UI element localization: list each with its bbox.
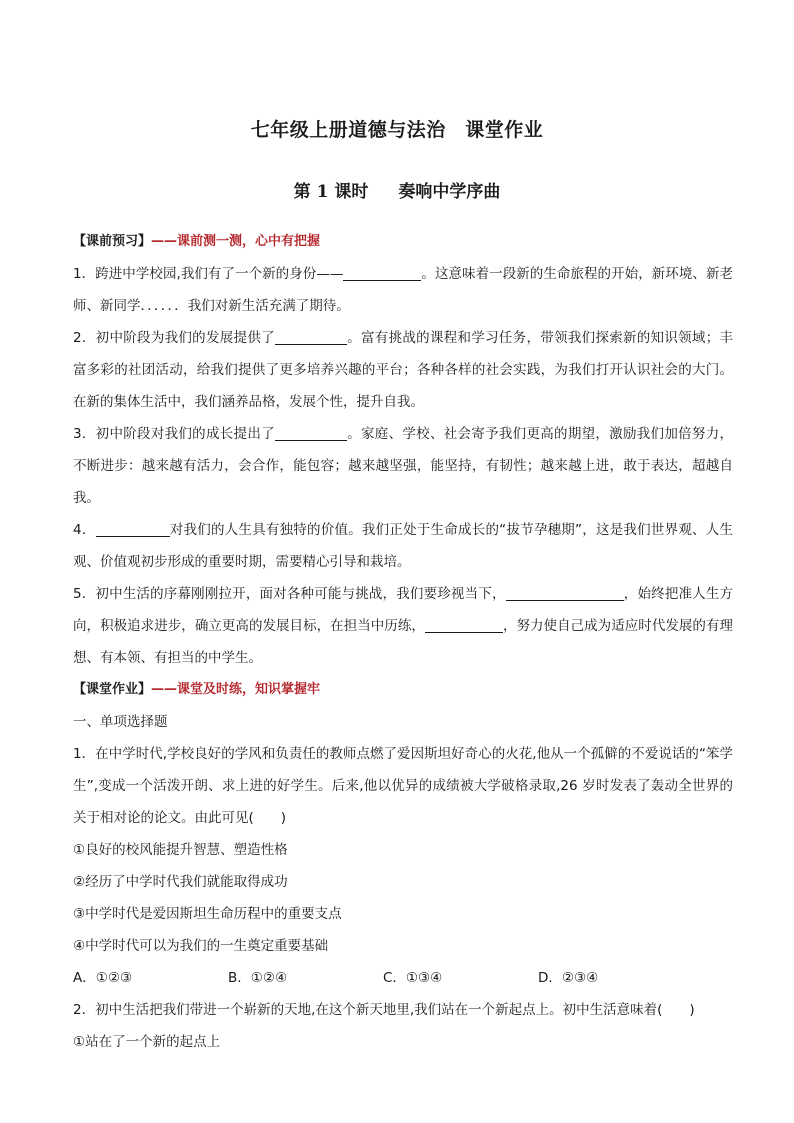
- question-2-stem: 2．初中生活把我们带进一个崭新的天地,在这个新天地里,我们站在一个新起点上。初中生活意味着( ): [73, 1002, 695, 1018]
- content-body: [73, 226, 733, 1058]
- lesson-title: [0, 177, 794, 202]
- answer-blank[interactable]: [343, 264, 421, 281]
- lesson-number: 第 1 课时: [293, 182, 369, 202]
- classwork-heading: 【课堂作业】——课堂及时练，知识掌握牢: [73, 682, 321, 697]
- page-title: 七年级上册道德与法治 课堂作业: [250, 119, 544, 141]
- preview-heading-accent: ——课前测一测，心中有把握: [151, 234, 321, 249]
- question-1-stem: 1．在中学时代,学校良好的学风和负责任的教师点燃了爱因斯坦好奇心的火花,他从一个孤僻的不爱说话的“笨学生”,变成一个活泼开朗、求上进的好学生。后来,他以优异的成绩被大学破格录取,26 岁时发表了轰动全世界的关于相对论的论文。由此可见( ): [73, 746, 733, 826]
- answer-blank[interactable]: [96, 520, 170, 537]
- statement: ③中学时代是爱因斯坦生命历程中的重要支点: [73, 906, 342, 922]
- option-d[interactable]: D．②③④: [538, 970, 599, 986]
- preview-item-4: 4． 对我们的人生具有独特的价值。我们正处于生命成长的“拔节孕穗期”，这是我们世界观、人生观、价值观初步形成的重要时期，需要精心引导和栽培。: [73, 522, 733, 570]
- statement: ②经历了中学时代我们就能取得成功: [73, 874, 288, 890]
- lesson-name: 奏响中学序曲: [398, 182, 501, 202]
- answer-blank[interactable]: [275, 328, 347, 345]
- classwork-heading-accent: ——课堂及时练，知识掌握牢: [151, 682, 321, 697]
- preview-item-2: 2．初中阶段为我们的发展提供了 。富有挑战的课程和学习任务，带领我们探索新的知识领域；丰富多彩的社团活动，给我们提供了更多培养兴趣的平台；各种各样的社会实践，为我们打开认识社会的大门。在新的集体生活中，我们涵养品格，发展个性，提升自我。: [73, 330, 733, 410]
- preview-item-1: 1．跨进中学校园,我们有了一个新的身份—— 。这意味着一段新的生命旅程的开始，新环境、新老师、新同学．．．．．．我们对新生活充满了期待。: [73, 266, 733, 314]
- statement: ④中学时代可以为我们的一生奠定重要基础: [73, 938, 329, 954]
- answer-blank[interactable]: [425, 616, 503, 633]
- preview-item-5: 5．初中生活的序幕刚刚拉开，面对各种可能与挑战，我们要珍视当下， ，始终把准人生方向，积极追求进步，确立更高的发展目标，在担当中历练， ，努力使自己成为适应时代发展的有理想、有本领、有担当的中学生。: [73, 586, 734, 666]
- question-1-options: [73, 962, 733, 994]
- statement: ①站在了一个新的起点上: [73, 1034, 221, 1050]
- preview-heading: 【课前预习】——课前测一测，心中有把握: [73, 234, 321, 249]
- option-b[interactable]: B．①②④: [228, 970, 288, 986]
- option-a[interactable]: A．①②③: [73, 970, 133, 986]
- preview-item-3: 3．初中阶段对我们的成长提出了 。家庭、学校、社会寄予我们更高的期望，激励我们加倍努力，不断进步：越来越有活力，会合作，能包容；越来越坚强，能坚持，有韧性；越来越上进，敢于表达，超越自我。: [73, 426, 733, 506]
- answer-blank[interactable]: [275, 424, 347, 441]
- section-title: 一、单项选择题: [73, 714, 168, 730]
- answer-blank[interactable]: [506, 584, 624, 601]
- option-c[interactable]: C．①③④: [383, 970, 443, 986]
- statement: ①良好的校风能提升智慧、塑造性格: [73, 842, 288, 858]
